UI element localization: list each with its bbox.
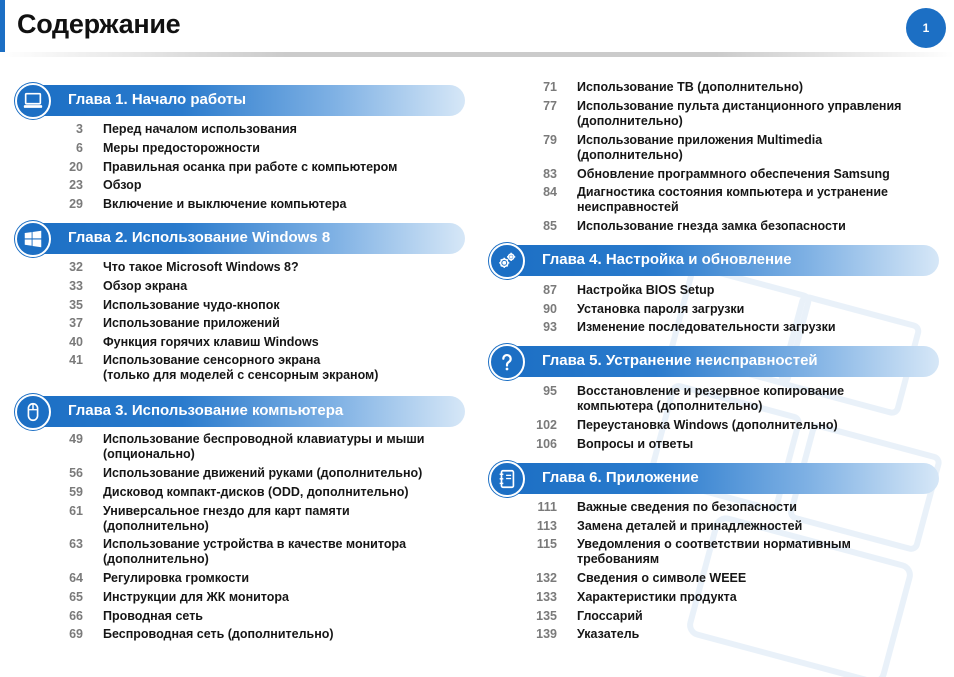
chapter-title: Глава 2. Использование Windows 8 bbox=[68, 229, 331, 246]
chapter-title: Глава 4. Настройка и обновление bbox=[542, 251, 792, 268]
page-ref: 37 bbox=[69, 316, 83, 330]
entry-title: Проводная сеть bbox=[103, 609, 203, 623]
page-ref: 111 bbox=[537, 500, 557, 514]
page-ref: 65 bbox=[69, 590, 83, 604]
entry-title: Использование приложения Multimedia bbox=[577, 133, 823, 147]
page-ref: 90 bbox=[543, 302, 557, 316]
page-ref: 139 bbox=[536, 627, 557, 641]
entry-title: Универсальное гнездо для карт памяти bbox=[103, 504, 350, 518]
page-ref: 35 bbox=[69, 298, 83, 312]
page-ref: 32 bbox=[69, 260, 83, 274]
title-accent-bar bbox=[0, 0, 5, 52]
entry-title: Включение и выключение компьютера bbox=[103, 197, 347, 211]
page-ref: 115 bbox=[536, 537, 557, 551]
page-ref: 49 bbox=[69, 432, 83, 446]
page-ref: 63 bbox=[69, 537, 83, 551]
page-ref: 29 bbox=[69, 197, 83, 211]
entry-title: Инструкции для ЖК монитора bbox=[103, 590, 289, 604]
entry-title: Беспроводная сеть (дополнительно) bbox=[103, 627, 334, 641]
chapter-title: Глава 3. Использование компьютера bbox=[68, 402, 344, 419]
question-icon bbox=[489, 344, 525, 380]
chapter-4-header[interactable] bbox=[489, 243, 939, 277]
entry-title: Обзор экрана bbox=[103, 279, 188, 293]
page-ref: 113 bbox=[536, 519, 557, 533]
entry-title: Использование гнезда замка безопасности bbox=[577, 219, 846, 233]
entry-title: Замена деталей и принадлежностей bbox=[577, 519, 803, 533]
entry-title: Что такое Microsoft Windows 8? bbox=[103, 260, 299, 274]
entry-title-continued: (дополнительно) bbox=[103, 519, 209, 533]
entry-title: Характеристики продукта bbox=[577, 590, 737, 604]
entry-title: Важные сведения по безопасности bbox=[577, 500, 797, 514]
entry-title: Сведения о символе WEEE bbox=[577, 571, 747, 585]
page-ref: 93 bbox=[543, 320, 557, 334]
page-ref: 95 bbox=[543, 384, 557, 398]
page-ref: 71 bbox=[543, 80, 557, 94]
entry-title-continued: (дополнительно) bbox=[577, 114, 683, 128]
entry-title: Настройка BIOS Setup bbox=[577, 283, 715, 297]
entry-title: Перед началом использования bbox=[103, 122, 297, 136]
entry-title: Использование беспроводной клавиатуры и мыши bbox=[103, 432, 425, 446]
entry-title-continued: компьютера (дополнительно) bbox=[577, 399, 763, 413]
page-ref: 61 bbox=[69, 504, 83, 518]
page-ref: 135 bbox=[536, 609, 557, 623]
entry-title-continued: (дополнительно) bbox=[103, 552, 209, 566]
page-ref: 3 bbox=[76, 122, 83, 136]
windows-icon bbox=[15, 221, 51, 257]
page-ref: 132 bbox=[536, 571, 557, 585]
entry-title: Использование пульта дистанционного управления bbox=[577, 99, 902, 113]
entry-title: Переустановка Windows (дополнительно) bbox=[577, 418, 838, 432]
entry-title-continued: неисправностей bbox=[577, 200, 679, 214]
entry-title: Правильная осанка при работе с компьютером bbox=[103, 160, 398, 174]
entry-title: Уведомления о соответствии нормативным bbox=[577, 537, 851, 551]
page-ref: 84 bbox=[543, 185, 557, 199]
page-ref: 133 bbox=[536, 590, 557, 604]
entry-title: Использование устройства в качестве монитора bbox=[103, 537, 407, 551]
entry-title: Функция горячих клавиш Windows bbox=[103, 335, 319, 349]
page-ref: 87 bbox=[543, 283, 557, 297]
entry-title: Глоссарий bbox=[577, 609, 643, 623]
chapter-6-header[interactable] bbox=[489, 461, 939, 495]
page-ref: 6 bbox=[76, 141, 83, 155]
entry-title: Обновление программного обеспечения Samsung bbox=[577, 167, 890, 181]
page-ref: 20 bbox=[69, 160, 83, 174]
entry-title: Установка пароля загрузки bbox=[577, 302, 745, 316]
page-ref: 59 bbox=[69, 485, 83, 499]
entry-title: Вопросы и ответы bbox=[577, 437, 694, 451]
entry-title: Обзор bbox=[103, 178, 142, 192]
page-ref: 40 bbox=[69, 335, 83, 349]
laptop-icon bbox=[15, 83, 51, 119]
entry-title: Восстановление и резервное копирование bbox=[577, 384, 845, 398]
chapter-3-header[interactable] bbox=[15, 394, 465, 428]
page-ref: 83 bbox=[543, 167, 557, 181]
chapter-1-header[interactable] bbox=[15, 83, 465, 117]
entry-title: Использование чудо-кнопок bbox=[103, 298, 280, 312]
page-ref: 77 bbox=[543, 99, 557, 113]
entry-title-continued: (только для моделей с сенсорным экраном) bbox=[103, 368, 379, 382]
page-ref: 106 bbox=[536, 437, 557, 451]
entry-title: Дисковод компакт-дисков (ODD, дополнительно) bbox=[103, 485, 409, 499]
chapter-2-header[interactable] bbox=[15, 221, 465, 255]
entry-title-continued: требованиям bbox=[577, 552, 660, 566]
entry-title: Использование приложений bbox=[103, 316, 280, 330]
page-ref: 69 bbox=[69, 627, 83, 641]
mouse-icon bbox=[15, 394, 51, 430]
page-ref: 102 bbox=[536, 418, 557, 432]
entry-title: Использование сенсорного экрана bbox=[103, 353, 321, 367]
entry-title-continued: (дополнительно) bbox=[577, 148, 683, 162]
chapter-title: Глава 1. Начало работы bbox=[68, 91, 247, 108]
gears-icon bbox=[489, 243, 525, 279]
page-ref: 23 bbox=[69, 178, 83, 192]
entry-title: Указатель bbox=[577, 627, 640, 641]
entry-title-continued: (опционально) bbox=[103, 447, 195, 461]
entry-title: Изменение последовательности загрузки bbox=[577, 320, 836, 334]
entry-title: Использование ТВ (дополнительно) bbox=[577, 80, 804, 94]
entry-title: Использование движений руками (дополнительно) bbox=[103, 466, 423, 480]
page-ref: 64 bbox=[69, 571, 83, 585]
entry-title: Меры предосторожности bbox=[103, 141, 260, 155]
page-ref: 56 bbox=[69, 466, 83, 480]
chapter-title: Глава 6. Приложение bbox=[542, 469, 699, 486]
chapter-title: Глава 5. Устранение неисправностей bbox=[542, 352, 818, 369]
page-ref: 66 bbox=[69, 609, 83, 623]
page-number-badge: 1 bbox=[906, 8, 946, 48]
page-title: Содержание bbox=[17, 9, 181, 39]
page-ref: 41 bbox=[69, 353, 83, 367]
page-ref: 85 bbox=[543, 219, 557, 233]
chapter-5-header[interactable] bbox=[489, 344, 939, 378]
page-ref: 33 bbox=[69, 279, 83, 293]
entry-title: Регулировка громкости bbox=[103, 571, 250, 585]
notebook-icon bbox=[489, 461, 525, 497]
entry-title: Диагностика состояния компьютера и устранение bbox=[577, 185, 888, 199]
page-ref: 79 bbox=[543, 133, 557, 147]
title-divider bbox=[0, 52, 954, 57]
